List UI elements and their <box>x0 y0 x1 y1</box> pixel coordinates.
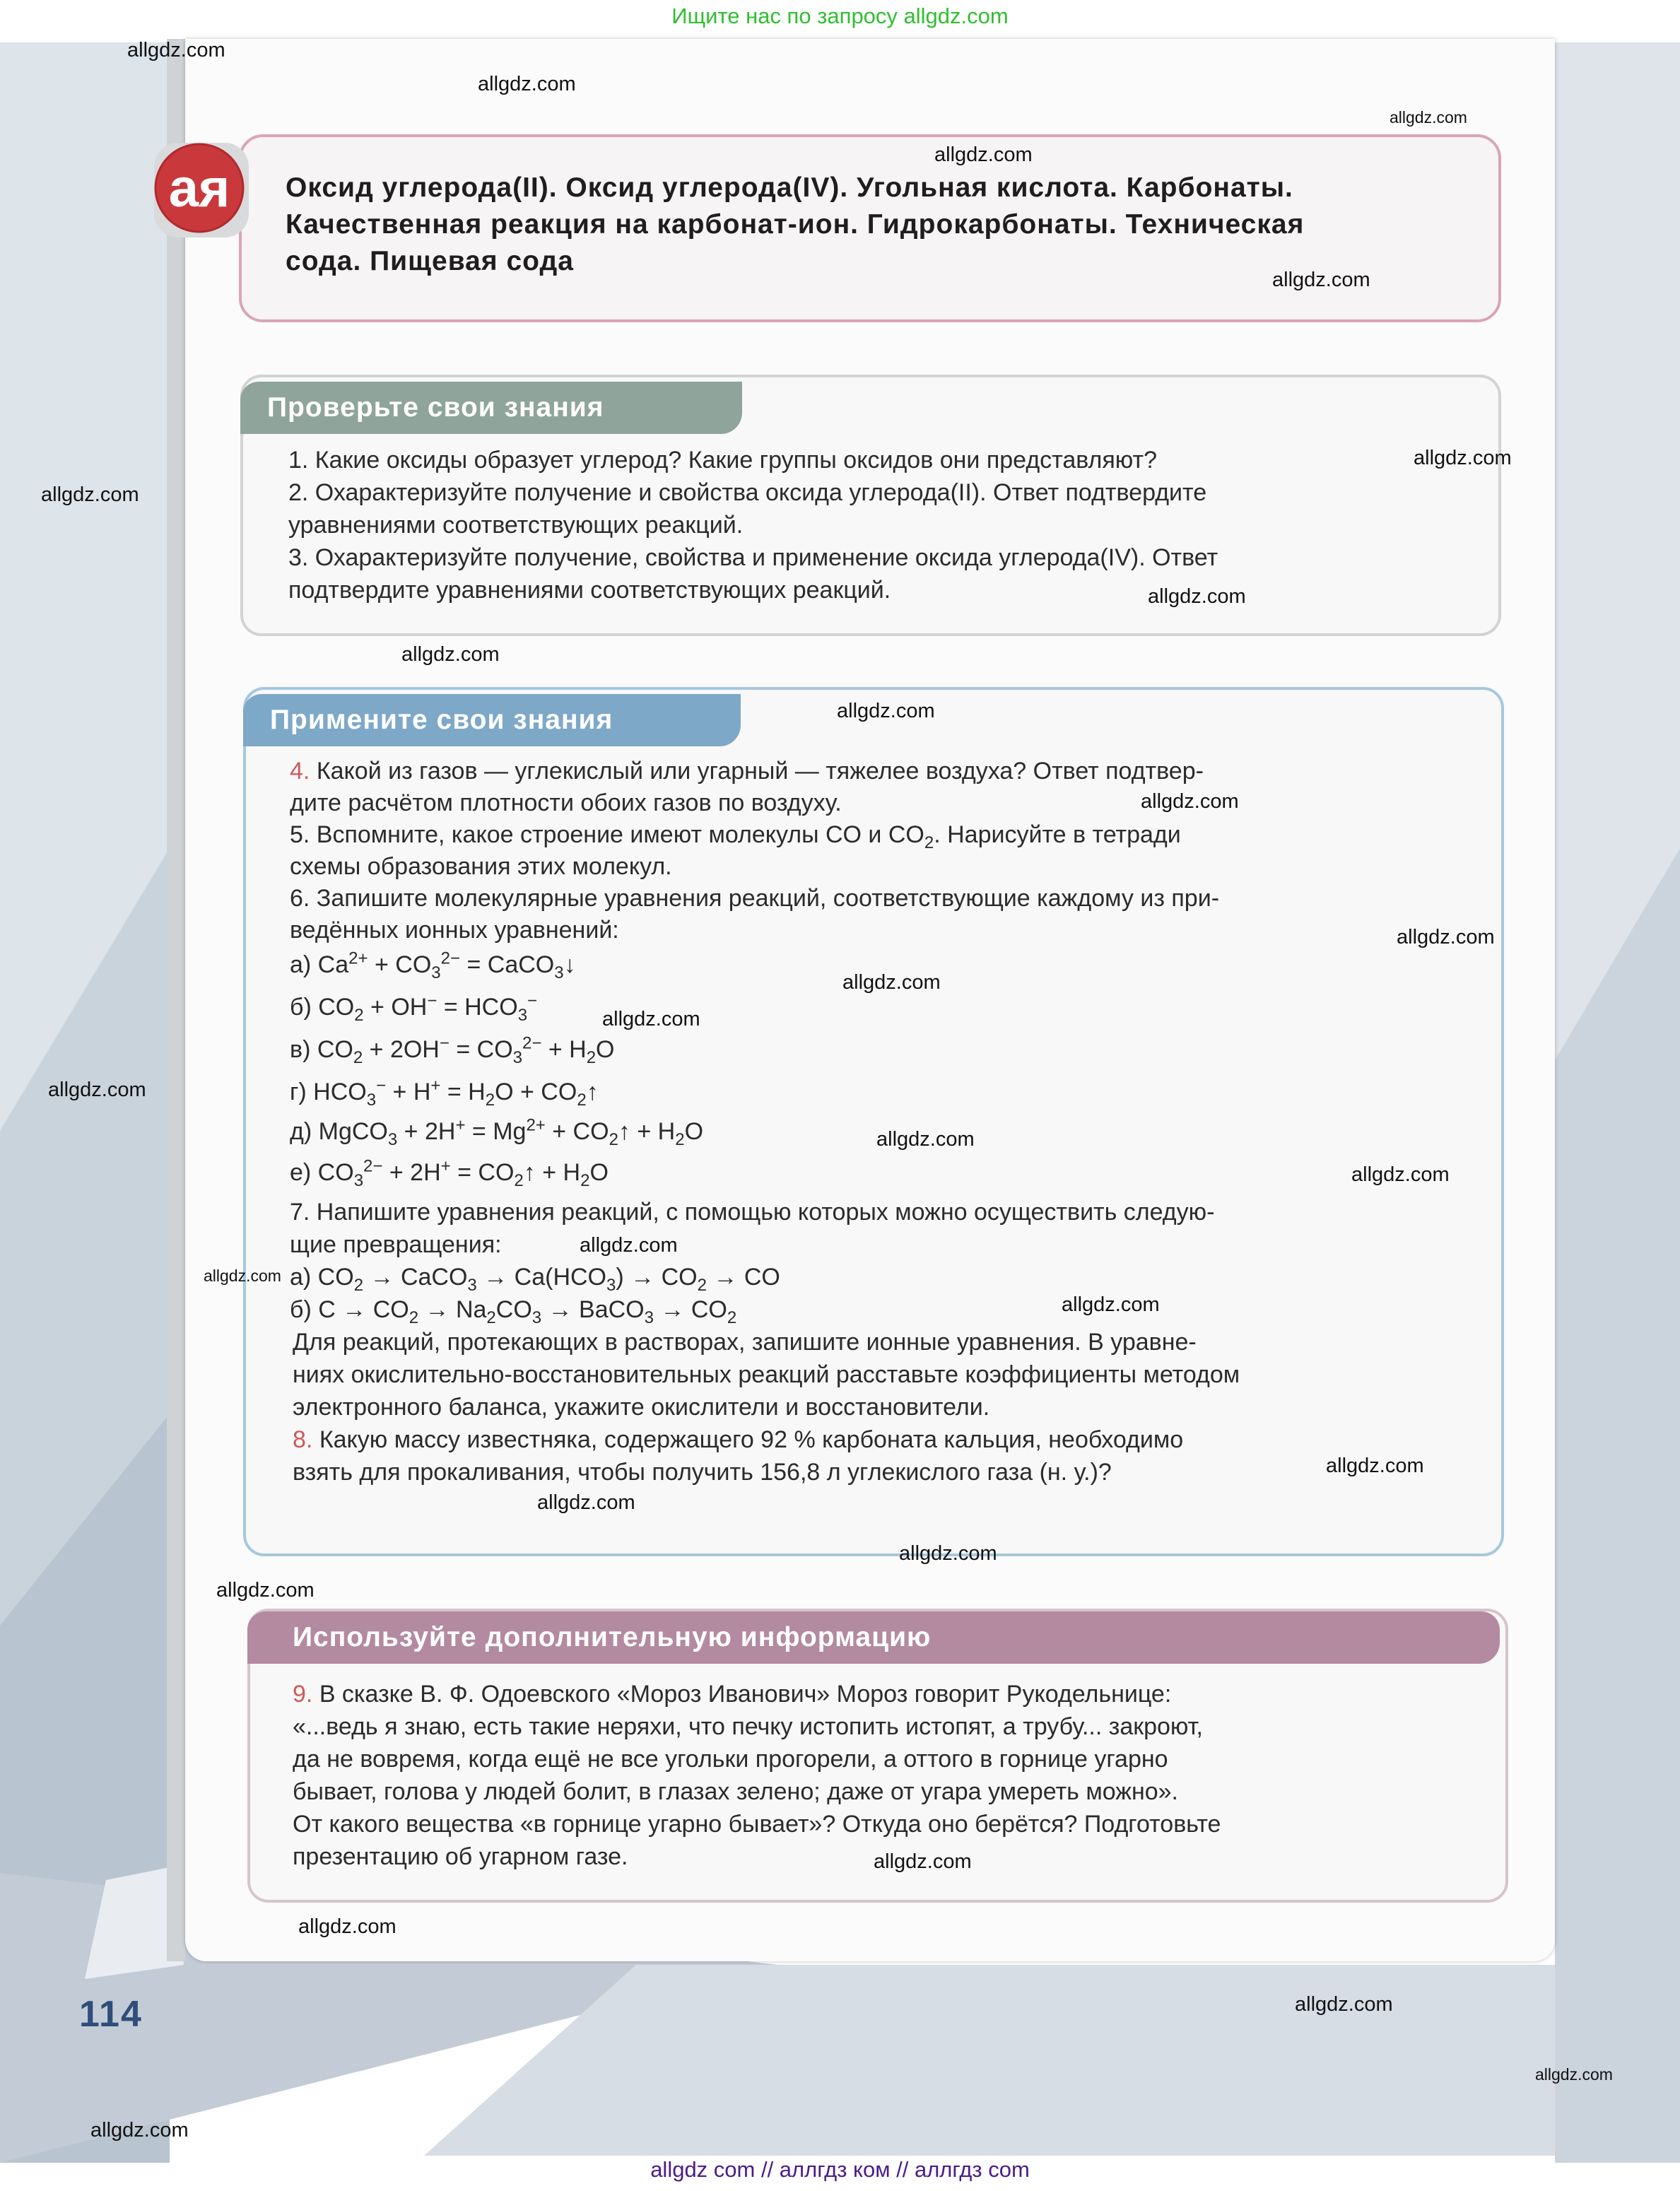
equation-e: д) MgCO$_3$ + $2H^+ = Mg^{2+}$ + $CO_2↑ + H_2O$ <box>290 1115 704 1149</box>
page-spine <box>167 39 185 1961</box>
question-9-text: В сказке В. Ф. Одоевского «Мороз Иванович» Мороз говорит Рукодельнице: <box>319 1681 1172 1708</box>
equation-label: а) <box>290 951 312 978</box>
question-9-line: От какого вещества «в горнице угарно бывает»? Откуда оно берётся? Подготовьте <box>293 1811 1221 1838</box>
question-8 <box>293 1423 1183 1456</box>
svg-text:ая: ая <box>168 158 230 218</box>
watermark: allgdz.com <box>876 1128 975 1151</box>
question-2-cont: уравнениями соответствующих реакций. <box>288 512 744 539</box>
question-8-text: Какую массу известняка, содержащего 92 % карбоната кальция, необходимо <box>319 1426 1184 1453</box>
question-number: 8. <box>293 1426 313 1453</box>
topic-title <box>286 170 1473 280</box>
question-4-text: Какой из газов — углекислый или угарный — тяжелее воздуха? Ответ подтвер- <box>316 758 1204 785</box>
equation-c: в) $CO_2 + 2OH^- = CO_3^{2-} + H_2O$ <box>290 1033 615 1067</box>
watermark: allgdz.com <box>1272 269 1370 291</box>
equation-b: б) $CO_2 + OH^- = HCO_3^-$ <box>290 991 538 1025</box>
question-9-line: «...ведь я знаю, есть такие неряхи, что печку истопить истопят, а трубу... закроют, <box>293 1713 1203 1740</box>
bottom-banner[interactable]: allgdz com // аллгдз ком // аллгдз com <box>650 2157 1030 2182</box>
watermark: allgdz.com <box>1390 108 1467 127</box>
watermark: allgdz.com <box>1295 1993 1393 2016</box>
page-number: 114 <box>79 1994 143 2035</box>
question-number: 4. <box>290 758 310 785</box>
watermark: allgdz.com <box>842 971 941 994</box>
question-7-note: Для реакций, протекающих в растворах, запишите ионные уравнения. В уравне- <box>293 1329 1197 1356</box>
watermark: allgdz.com <box>580 1234 678 1257</box>
watermark: allgdz.com <box>41 483 139 506</box>
equation-label: б) <box>290 994 312 1021</box>
watermark: allgdz.com <box>1326 1455 1424 1477</box>
watermark: allgdz.com <box>48 1079 146 1101</box>
question-6: 6. Запишите молекулярные уравнения реакций, соответствующие каждому из при- <box>290 885 1220 912</box>
topic-title-line: сода. Пищевая сода <box>286 246 574 276</box>
watermark: allgdz.com <box>1397 926 1495 948</box>
question-9 <box>293 1678 1171 1710</box>
watermark: allgdz.com <box>90 2119 189 2142</box>
question-1: 1. Какие оксиды образует углерод? Какие группы оксидов они представляют? <box>288 447 1158 474</box>
equation-label: г) <box>290 1079 307 1105</box>
watermark: allgdz.com <box>602 1008 700 1030</box>
question-4 <box>290 755 1204 787</box>
watermark: allgdz.com <box>1414 447 1512 469</box>
chain-b: б) $C \to CO_2 \to Na_2CO_3$ → BaCO$_3$ → $CO_2$ <box>290 1296 737 1327</box>
check-section-header: Проверьте свои знания <box>240 382 742 434</box>
question-5 <box>290 818 1181 851</box>
equation-label: д) <box>290 1118 312 1145</box>
question-9-line: презентацию об угарном газе. <box>293 1843 628 1870</box>
watermark: allgdz.com <box>899 1542 997 1565</box>
chain-a: а) $CO_2$ → CaCO$_3$ → $Ca(HCO_3) \to CO_2$ → CO <box>290 1264 780 1295</box>
question-2: 2. Охарактеризуйте получение и свойства оксида углерода(II). Ответ подтвердите <box>288 479 1207 506</box>
question-7-note-cont: ниях окислительно-восстановительных реакций расставьте коэффициенты методом <box>293 1361 1240 1388</box>
equation-label: в) <box>290 1036 311 1063</box>
watermark: allgdz.com <box>934 143 1033 166</box>
question-7: 7. Напишите уравнения реакций, с помощью которых можно осуществить следую- <box>290 1199 1215 1226</box>
topic-title-line: Качественная реакция на карбонат-ион. Гидрокарбонаты. Техническая <box>286 209 1305 240</box>
watermark: allgdz.com <box>837 700 935 722</box>
watermark: allgdz.com <box>216 1579 315 1602</box>
top-banner[interactable]: Ищите нас по запросу allgdz.com <box>671 4 1009 28</box>
watermark: allgdz.com <box>401 643 500 666</box>
question-5-cont: схемы образования этих молекул. <box>290 853 672 880</box>
question-7-note-end: электронного баланса, укажите окислители и восстановители. <box>293 1394 990 1421</box>
watermark: allgdz.com <box>127 39 225 61</box>
question-6-cont: ведённых ионных уравнений: <box>290 917 619 944</box>
question-4-cont: дите расчётом плотности обоих газов по воздуху. <box>290 789 842 816</box>
question-number: 9. <box>293 1681 313 1708</box>
watermark: allgdz.com <box>1062 1293 1160 1316</box>
question-5-end: . Нарисуйте в тетради <box>934 821 1181 848</box>
watermark: allgdz.com <box>478 73 576 95</box>
lesson-logo-icon <box>150 139 253 242</box>
watermark: allgdz.com <box>1351 1163 1450 1186</box>
extra-section-header: Используйте дополнительную информацию <box>247 1611 1500 1664</box>
watermark: allgdz.com <box>298 1915 396 1938</box>
chain-label: б) <box>290 1296 312 1323</box>
question-9-line: бывает, голова у людей болит, в глазах зелено; даже от угара умереть можно». <box>293 1778 1179 1805</box>
subscript: 2 <box>924 833 934 852</box>
apply-section-header: Примените свои знания <box>243 694 741 746</box>
topic-title-line: Оксид углерода(II). Оксид углерода(IV). Угольная кислота. Карбонаты. <box>286 172 1293 203</box>
equation-label: е) <box>290 1159 312 1186</box>
question-3: 3. Охарактеризуйте получение, свойства и применение оксида углерода(IV). Ответ <box>288 544 1218 571</box>
question-5-text: 5. Вспомните, какое строение имеют молекулы CO и CO <box>290 821 924 848</box>
chain-label: а) <box>290 1264 312 1291</box>
equation-d: г) $HCO_3^- + H^+ = H_2O$ + $CO_2↑$ <box>290 1076 599 1110</box>
question-8-cont: взять для прокаливания, чтобы получить 156,8 л углекислого газа (н. у.)? <box>293 1459 1112 1486</box>
watermark: allgdz.com <box>1148 585 1246 608</box>
watermark: allgdz.com <box>874 1850 972 1873</box>
question-7-cont: щие превращения: <box>290 1231 502 1258</box>
watermark: allgdz.com <box>1535 2065 1613 2084</box>
question-9-line: да не вовремя, когда ещё не все угольки прогорели, а оттого в горнице угарно <box>293 1746 1168 1773</box>
watermark: allgdz.com <box>204 1267 281 1285</box>
question-3-cont: подтвердите уравнениями соответствующих реакций. <box>288 577 891 604</box>
watermark: allgdz.com <box>537 1491 635 1514</box>
equation-a: а) $Ca^{2+} + CO_3^{2-}$ = CaCO$_3$↓ <box>290 948 576 982</box>
equation-f: е) $CO_3^{2-} + 2H^+$ = $CO_2↑ + H_2O$ <box>290 1156 609 1190</box>
watermark: allgdz.com <box>1141 790 1239 813</box>
